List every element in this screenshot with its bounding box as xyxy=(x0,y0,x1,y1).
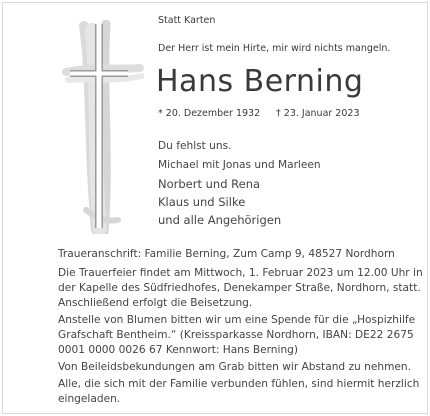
mourners-line: und alle Angehörigen xyxy=(158,213,282,227)
deceased-name: Hans Berning xyxy=(156,64,364,99)
invitation-line: eingeladen. xyxy=(58,393,121,405)
funeral-info-line: Die Trauerfeier findet am Mittwoch, 1. Februar 2023 um 12.00 Uhr in xyxy=(58,267,423,279)
mourners-line: Norbert und Rena xyxy=(158,177,261,191)
funeral-address: Traueranschrift: Familie Berning, Zum Camp 9, 48527 Nordhorn xyxy=(58,248,395,260)
funeral-info-line: der Kapelle des Südfriedhofes, Denekamper Straße, Nordhorn, statt. xyxy=(58,282,421,294)
mourners-intro: Du fehlst uns. xyxy=(158,140,232,152)
funeral-info-line: Anschließend erfolgt die Beisetzung. xyxy=(58,297,253,309)
cross-icon xyxy=(62,20,144,234)
donation-line: Grafschaft Bentheim.“ (Kreissparkasse Nordhorn, IBAN: DE22 2675 xyxy=(58,329,414,341)
donation-line: Anstelle von Blumen bitten wir um eine Spende für die „Hospizhilfe xyxy=(58,314,416,326)
statt-karten-label: Statt Karten xyxy=(158,15,216,26)
birth-date: * 20. Dezember 1932 xyxy=(158,108,261,119)
condolence-note: Von Beileidsbekundungen am Grab bitten wir Abstand zu nehmen. xyxy=(58,361,412,373)
mourners-line: Klaus und Silke xyxy=(158,195,246,209)
mourners-line: Michael mit Jonas und Marleen xyxy=(158,159,321,171)
bible-verse: Der Herr ist mein Hirte, mir wird nichts mangeln. xyxy=(158,43,391,54)
invitation-line: Alle, die sich mit der Familie verbunden fühlen, sind hiermit herzlich xyxy=(58,378,420,390)
death-date: † 23. Januar 2023 xyxy=(276,108,360,119)
donation-line: 0001 0000 0026 67 Kennwort: Hans Berning) xyxy=(58,344,299,356)
